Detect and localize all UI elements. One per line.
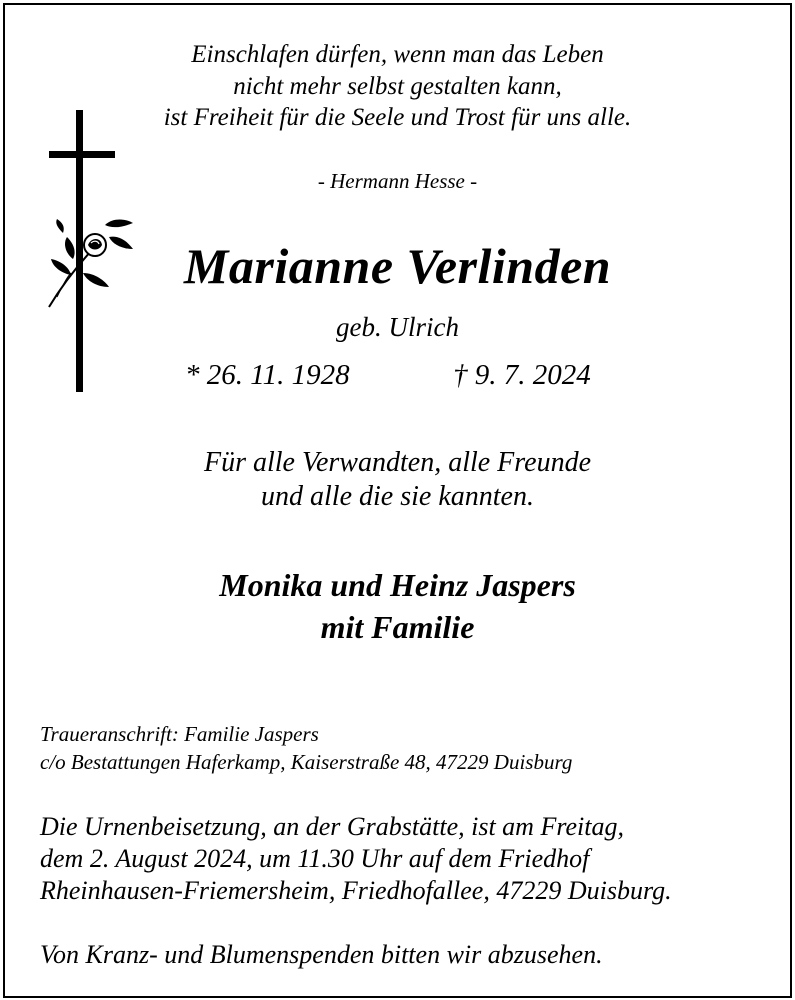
- address-line: Traueranschrift: Familie Jaspers: [40, 722, 319, 746]
- dedication-line: und alle die sie kannten.: [261, 481, 534, 512]
- obituary-card: [3, 3, 792, 998]
- poem-line: Einschlafen dürfen, wenn man das Leben: [191, 41, 604, 68]
- deceased-name: Marianne Verlinden: [183, 238, 612, 294]
- poem-line: ist Freiheit für die Seele und Trost für uns alle.: [163, 104, 632, 131]
- dedication-line: Für alle Verwandten, alle Freunde: [204, 447, 591, 478]
- signers-line: Monika und Heinz Jaspers: [219, 567, 576, 603]
- signers-line: mit Familie: [320, 609, 475, 645]
- address-line: c/o Bestattungen Haferkamp, Kaiserstraße 48, 47229 Duisburg: [40, 750, 573, 774]
- signers: [5, 564, 790, 648]
- maiden-name: geb. Ulrich: [336, 312, 459, 342]
- poem: [5, 39, 790, 134]
- mourning-address: [40, 720, 572, 776]
- burial-notice: [40, 811, 672, 907]
- poem-author: - Hermann Hesse -: [317, 169, 478, 193]
- birth-date: * 26. 11. 1928: [185, 359, 350, 391]
- poem-line: nicht mehr selbst gestalten kann,: [233, 72, 562, 100]
- dedication: [5, 446, 790, 514]
- burial-line: Rheinhausen-Friemersheim, Friedhofallee, 47229 Duisburg.: [40, 876, 672, 905]
- burial-line: Die Urnenbeisetzung, an der Grabstätte, ist am Freitag,: [40, 812, 624, 841]
- burial-line: dem 2. August 2024, um 11.30 Uhr auf dem Friedhof: [40, 844, 590, 873]
- closing-note: Von Kranz- und Blumenspenden bitten wir abzusehen.: [40, 940, 603, 969]
- death-date: † 9. 7. 2024: [453, 359, 591, 391]
